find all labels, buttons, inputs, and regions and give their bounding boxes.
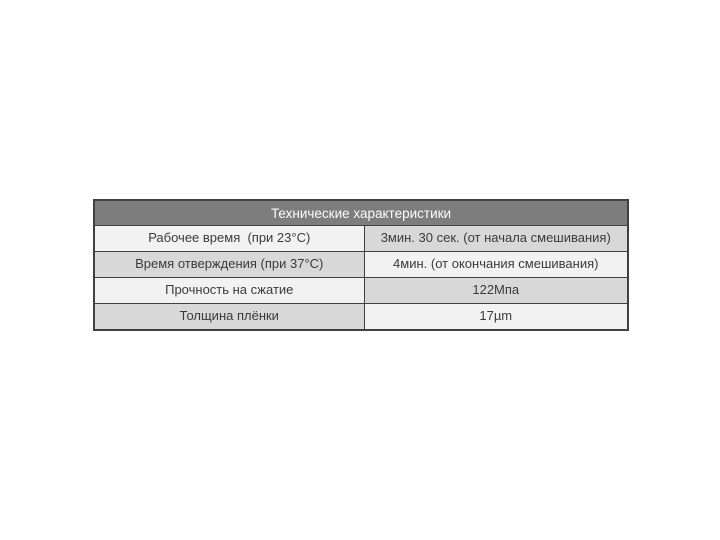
row-value-compressive-strength: 122Мпа xyxy=(364,278,628,304)
row-label-film-thickness: Толщина плёнки xyxy=(94,304,364,331)
technical-characteristics-table xyxy=(93,199,629,331)
table-row xyxy=(94,304,628,331)
table-row xyxy=(94,226,628,252)
table-row xyxy=(94,252,628,278)
table-title: Технические характеристики xyxy=(94,200,628,226)
table-row xyxy=(94,278,628,304)
row-value-curing-time: 4мин. (от окончания смешивания) xyxy=(364,252,628,278)
row-label-working-time: Рабочее время (при 23°C) xyxy=(94,226,364,252)
row-label-compressive-strength: Прочность на сжатие xyxy=(94,278,364,304)
row-value-film-thickness: 17µm xyxy=(364,304,628,331)
row-label-curing-time: Время отверждения (при 37°C) xyxy=(94,252,364,278)
row-value-working-time: 3мин. 30 сек. (от начала смешивания) xyxy=(364,226,628,252)
table-title-row xyxy=(94,200,628,226)
